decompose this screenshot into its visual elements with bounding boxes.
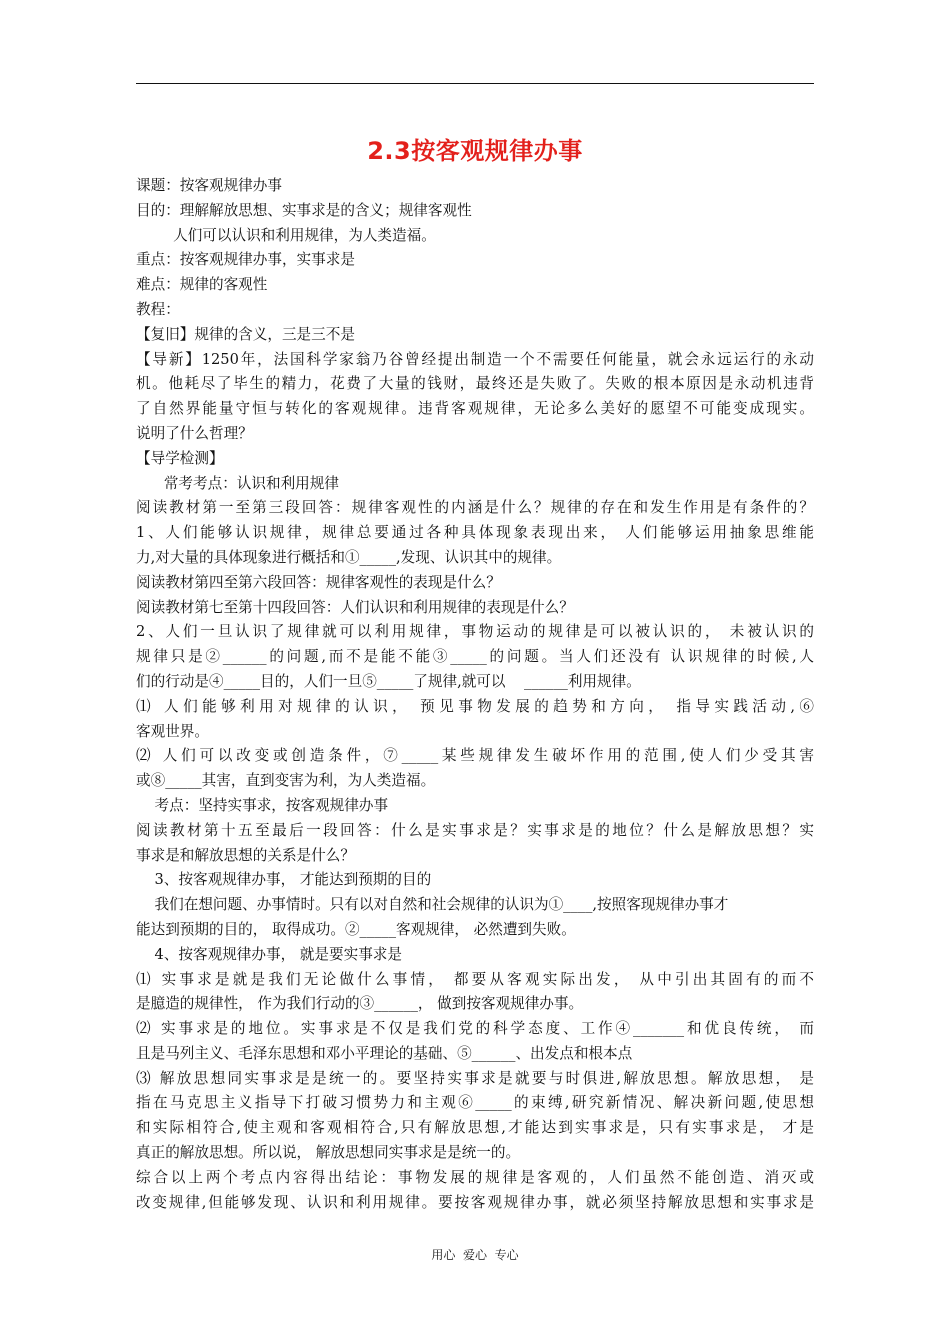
text-line: 【导学检测】 (136, 449, 224, 467)
text-line: 3、按客观规律办事， 才能达到预期的目的 (136, 871, 432, 889)
text-line: 和实际相符合,使主观和客观相符合,只有解放思想,才能达到实事求是，只有实事求是， 才是 (136, 1119, 814, 1137)
header-rule (136, 83, 814, 84)
text-line: ⑴ 人们能够利用对规律的认识， 预见事物发展的趋势和方向， 指导实践活动,⑥ (136, 697, 814, 715)
text-line: 规律只是②______的问题,而不是能不能③_____的问题。当人们还没有 认识规律的时候,人 (136, 648, 814, 666)
page-footer: 用心 爱心 专心 (431, 1248, 519, 1262)
text-line: 考点：坚持实事求，按客观规律办事 (136, 796, 389, 814)
text-line: 4、按客观规律办事， 就是要实事求是 (136, 945, 402, 963)
text-line: 事求是和解放思想的关系是什么？ (136, 846, 355, 864)
document-body (136, 174, 814, 1215)
text-line: 重点：按客观规律办事，实事求是 (136, 251, 355, 269)
text-line: ⑶ 解放思想同实事求是是统一的。要坚持实事求是就要与时俱进,解放思想。解放思想， 是 (136, 1069, 814, 1087)
text-line: 说明了什么哲理？ (136, 424, 253, 442)
text-line: 机。他耗尽了毕生的精力，花费了大量的钱财，最终还是失败了。失败的根本原因是永动机违背 (136, 375, 814, 393)
text-line: ⑵ 人们可以改变或创造条件，⑦_____某些规律发生破坏作用的范围,使人们少受其害 (136, 747, 814, 765)
text-line: 了自然界能量守恒与转化的客观规律。违背客观规律，无论多么美好的愿望不可能变成现实。 (136, 400, 814, 418)
text-line: 力,对大量的具体现象进行概括和①_____,发现、认识其中的规律。 (136, 548, 562, 566)
text-line: 阅读教材第一至第三段回答：规律客观性的内涵是什么？规律的存在和发生作用是有条件的？ (136, 499, 814, 517)
text-line: 能达到预期的目的， 取得成功。②_____客观规律， 必然遭到失败。 (136, 920, 576, 938)
text-line: 客观世界。 (136, 722, 209, 740)
text-line: 指在马克思主义指导下打破习惯势力和主观⑥_____的束缚,研究新情况、解决新问题,使思想 (136, 1094, 814, 1112)
text-line: 且是马列主义、毛泽东思想和邓小平理论的基础、⑤______、出发点和根本点 (136, 1044, 633, 1062)
text-line: 阅读教材第十五至最后一段回答：什么是实事求是？实事求是的地位？什么是解放思想？实 (136, 821, 814, 839)
text-line: 课题：按客观规律办事 (136, 177, 282, 194)
text-line: 或⑧_____其害，直到变害为利，为人类造福。 (136, 772, 436, 790)
text-line: 真正的解放思想。所以说， 解放思想同实事求是是统一的。 (136, 1144, 521, 1162)
text-line: 们的行动是④_____目的，人们一旦⑤_____了规律,就可以 ______利用规律。 (136, 672, 641, 690)
text-line: ⑵ 实事求是的地位。实事求是不仅是我们党的科学态度、工作④_______和优良传统， 而 (136, 1020, 814, 1038)
text-line: 目的：理解解放思想、实事求是的含义；规律客观性 (136, 201, 472, 219)
text-line: 阅读教材第七至第十四段回答：人们认识和利用规律的表现是什么？ (136, 598, 574, 616)
text-line: 改变规律,但能够发现、认识和利用规律。要按客观规律办事，就必须坚持解放思想和实事求是 (136, 1193, 814, 1211)
document-title: 2.3按客观规律办事 (367, 137, 583, 165)
text-line: 2、人们一旦认识了规律就可以利用规律，事物运动的规律是可以被认识的， 未被认识的 (136, 623, 814, 641)
text-line: 是臆造的规律性， 作为我们行动的③______， 做到按客观规律办事。 (136, 995, 584, 1013)
text-line: 教程： (136, 300, 180, 318)
text-line: 常考考点：认识和利用规律 (136, 474, 339, 492)
text-line: 1、人们能够认识规律，规律总要通过各种具体现象表现出来， 人们能够运用抽象思维能 (136, 524, 814, 542)
text-line: ⑴ 实事求是就是我们无论做什么事情， 都要从客观实际出发， 从中引出其固有的而不 (136, 970, 814, 988)
text-line: 我们在想问题、办事情时。只有以对自然和社会规律的认识为①____,按照客现规律办事才 (136, 896, 729, 914)
text-line: 阅读教材第四至第六段回答：规律客观性的表现是什么？ (136, 573, 501, 591)
text-line: 人们可以认识和利用规律，为人类造福。 (136, 226, 436, 244)
text-line: 难点：规律的客观性 (136, 276, 268, 294)
text-line: 【复旧】规律的含义，三是三不是 (136, 325, 355, 343)
text-line: 综合以上两个考点内容得出结论：事物发展的规律是客观的，人们虽然不能创造、消灭或 (136, 1168, 814, 1186)
text-line: 【导新】1250年，法国科学家翁乃谷曾经提出制造一个不需要任何能量，就会永远运行的永动 (136, 350, 814, 368)
